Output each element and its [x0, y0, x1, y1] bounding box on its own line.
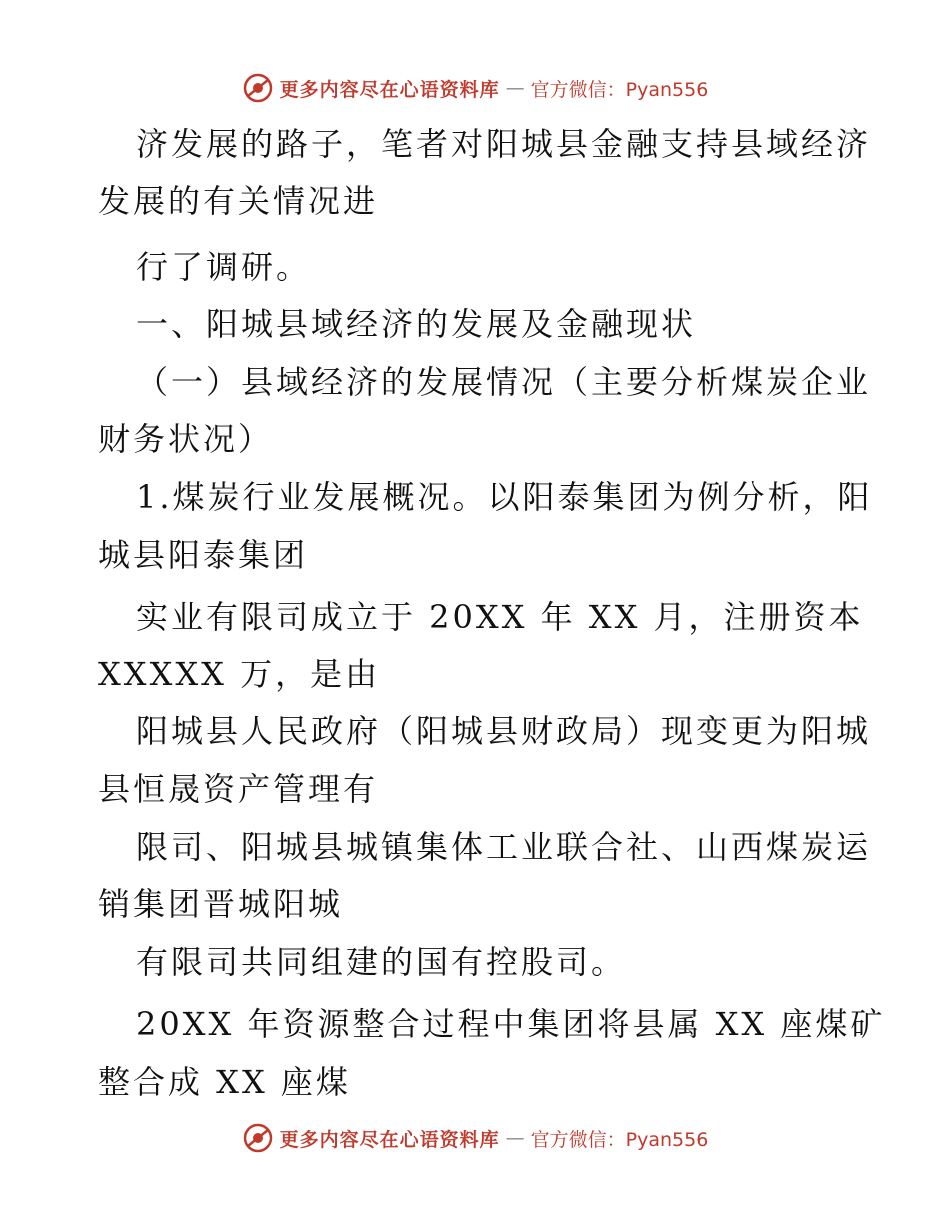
watermark-separator: —	[505, 1127, 525, 1149]
watermark-separator: —	[505, 77, 525, 99]
watermark-title: 更多内容尽在心语资料库	[279, 1128, 500, 1151]
paragraph-line: 销集团晋城阳城	[98, 885, 344, 923]
subsection-heading: （一）县域经济的发展情况（主要分析煤炭企业	[136, 363, 872, 401]
paragraph-line: 阳城县人民政府（阳城县财政局）现变更为阳城	[136, 712, 872, 750]
paragraph-line: 20XX 年资源整合过程中集团将县属 XX 座煤矿	[136, 1005, 886, 1043]
paragraph-line: XXXXX 万，是由	[98, 655, 381, 693]
footer-watermark	[0, 1122, 950, 1154]
paragraph-line: 1.煤炭行业发展概况。以阳泰集团为例分析，阳	[136, 478, 873, 516]
paragraph-line: 有限司共同组建的国有控股司。	[136, 943, 627, 981]
paragraph-line: 县恒晟资产管理有	[98, 770, 379, 808]
brand-logo-icon	[242, 72, 274, 104]
watermark-contact: 官方微信：Pyan556	[530, 78, 709, 101]
brand-logo-icon	[242, 1122, 274, 1154]
paragraph-line: 整合成 XX 座煤	[98, 1063, 351, 1101]
paragraph-line: 实业有限司成立于 20XX 年 XX 月，注册资本	[136, 598, 864, 636]
section-heading: 一、阳城县域经济的发展及金融现状	[136, 305, 697, 343]
watermark-contact: 官方微信：Pyan556	[530, 1128, 709, 1151]
paragraph-line: 行了调研。	[136, 248, 312, 286]
paragraph-line: 限司、阳城县城镇集体工业联合社、山西煤炭运	[136, 828, 872, 866]
paragraph-line: 济发展的路子，笔者对阳城县金融支持县域经济	[136, 125, 872, 163]
subsection-heading: 财务状况）	[98, 420, 274, 458]
paragraph-line: 发展的有关情况进	[98, 182, 379, 220]
watermark-title: 更多内容尽在心语资料库	[279, 78, 500, 101]
header-watermark	[0, 72, 950, 104]
paragraph-line: 城县阳泰集团	[98, 536, 309, 574]
